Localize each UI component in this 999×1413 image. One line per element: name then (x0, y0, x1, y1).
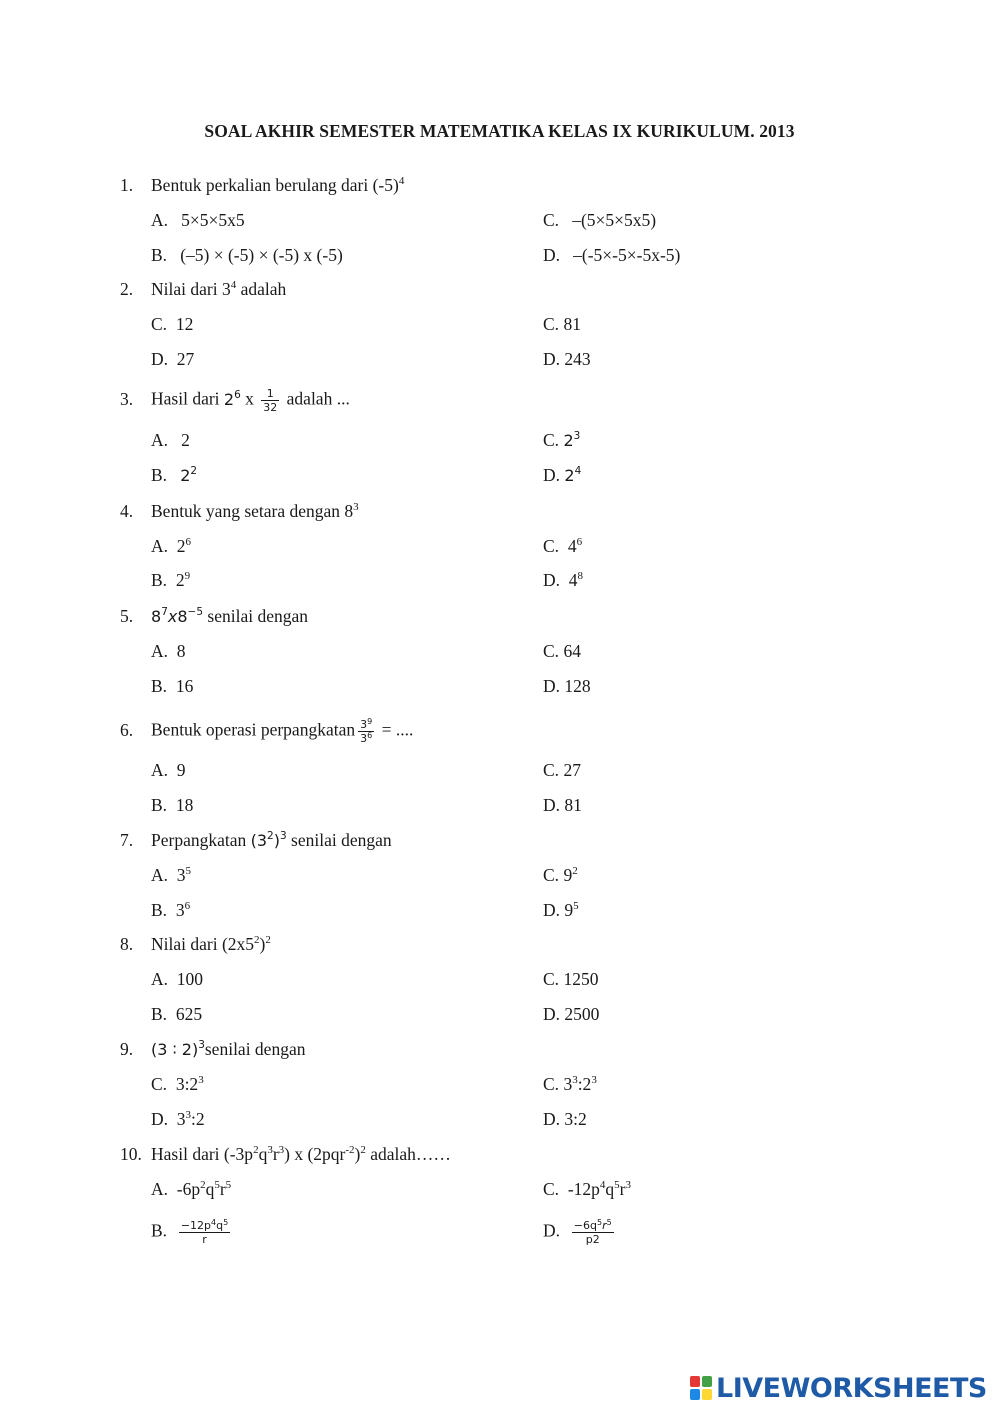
q1-option-d[interactable]: D. –(-5×-5×-5x-5) (543, 245, 681, 265)
logo-square-green (702, 1376, 712, 1387)
question-1: 1. Bentuk perkalian berulang dari $(-5)^4$ (120, 175, 405, 195)
q7-option-c[interactable]: C. $9^2$ (543, 865, 578, 885)
q2-option-b[interactable]: D. 27 (151, 349, 195, 369)
q7-option-d[interactable]: D. $9^5$ (543, 900, 579, 920)
q4-option-a[interactable]: A. $2^6$ (151, 536, 192, 556)
q5-option-d[interactable]: D. 128 (543, 676, 591, 696)
q2-option-c[interactable]: C. 81 (543, 314, 581, 334)
q2-option-d[interactable]: D. 243 (543, 349, 591, 369)
question-3: 3. Hasil dari $2^6$ x $\frac{1}{32}$ adalah ... (120, 387, 350, 414)
q1-option-b[interactable]: B. (–5) × (-5) × (-5) x (-5) (151, 245, 343, 265)
q3-option-a[interactable]: A. 2 (151, 430, 190, 450)
q10-option-a[interactable]: A. $-6p^2q^5r^5$ (151, 1179, 232, 1199)
page-title: SOAL AKHIR SEMESTER MATEMATIKA KELAS IX KURIKULUM. 2013 (204, 121, 795, 141)
logo-square-blue (690, 1389, 700, 1400)
question-8: 8. Nilai dari $(2x5^2)^2$ (120, 934, 271, 954)
q3-option-b[interactable]: B. $2^2$ (151, 465, 198, 485)
q6-option-a[interactable]: A. 9 (151, 760, 186, 780)
logo-square-red (690, 1376, 700, 1387)
q8-option-b[interactable]: B. 625 (151, 1004, 203, 1024)
q10-option-c[interactable]: C. $-12p^4q^5r^3$ (543, 1179, 631, 1199)
fraction: $\frac{-6q^5r^5}{p2}$ (573, 1218, 612, 1246)
q4-option-b[interactable]: B. $2^9$ (151, 570, 191, 590)
q2-option-a[interactable]: C. 12 (151, 314, 194, 334)
question-2: 2. Nilai dari $3^4$ adalah (120, 279, 287, 299)
q10-option-d[interactable]: D. $\frac{-6q^5r^5}{p2}$ (543, 1218, 612, 1246)
q6-option-d[interactable]: D. 81 (543, 795, 582, 815)
q1-option-a[interactable]: A. 5×5×5x5 (151, 210, 245, 230)
fraction: $\frac{-12p^4q^5}{r}$ (180, 1218, 229, 1246)
q4-option-c[interactable]: C. $4^6$ (543, 536, 583, 556)
q9-option-c[interactable]: C. $3^3:2^3$ (543, 1074, 597, 1094)
logo-square-yellow (702, 1389, 712, 1400)
q5-option-a[interactable]: A. 8 (151, 641, 186, 661)
question-7: 7. Perpangkatan $(3^2)^3$ senilai dengan (120, 830, 392, 850)
question-6: 6. Bentuk operasi perpangkatan $\frac{3^9}{3^6}$ = .... (120, 717, 414, 745)
q7-option-a[interactable]: A. $3^5$ (151, 865, 192, 885)
q6-option-c[interactable]: C. 27 (543, 760, 581, 780)
q8-option-d[interactable]: D. 2500 (543, 1004, 600, 1024)
q9-option-a[interactable]: C. $3:2^3$ (151, 1074, 204, 1094)
q8-option-a[interactable]: A. 100 (151, 969, 204, 989)
q3-option-c[interactable]: C. $2^3$ (543, 430, 581, 450)
fraction: $\frac{3^9}{3^6}$ (360, 717, 373, 745)
q5-option-b[interactable]: B. 16 (151, 676, 194, 696)
q10-option-b[interactable]: B. $\frac{-12p^4q^5}{r}$ (151, 1218, 229, 1246)
q6-option-b[interactable]: B. 18 (151, 795, 194, 815)
q5-option-c[interactable]: C. 64 (543, 641, 581, 661)
q9-option-b[interactable]: D. $3^3:2$ (151, 1109, 205, 1129)
question-5: 5. $8^7x8^{-5}$ senilai dengan (120, 606, 308, 626)
q3-option-d[interactable]: D. $2^4$ (543, 465, 582, 485)
liveworksheets-icon (690, 1376, 712, 1400)
question-10: 10. Hasil dari $(-3p^2q^3r^3)$ x $(2pqr^{-2})^2$ adalah…… (120, 1144, 451, 1164)
fraction: $\frac{1}{32}$ (263, 387, 278, 414)
question-9: 9. (3 ∶ 2)$^3$senilai dengan (120, 1039, 306, 1059)
q9-option-d[interactable]: D. 3:2 (543, 1109, 587, 1129)
question-4: 4. Bentuk yang setara dengan $8^3$ (120, 501, 359, 521)
logo-text: LIVEWORKSHEETS (716, 1372, 987, 1404)
liveworksheets-logo (690, 1372, 987, 1404)
q8-option-c[interactable]: C. 1250 (543, 969, 599, 989)
q4-option-d[interactable]: D. $4^8$ (543, 570, 584, 590)
q1-option-c[interactable]: C. –(5×5×5x5) (543, 210, 657, 230)
q7-option-b[interactable]: B. $3^6$ (151, 900, 191, 920)
